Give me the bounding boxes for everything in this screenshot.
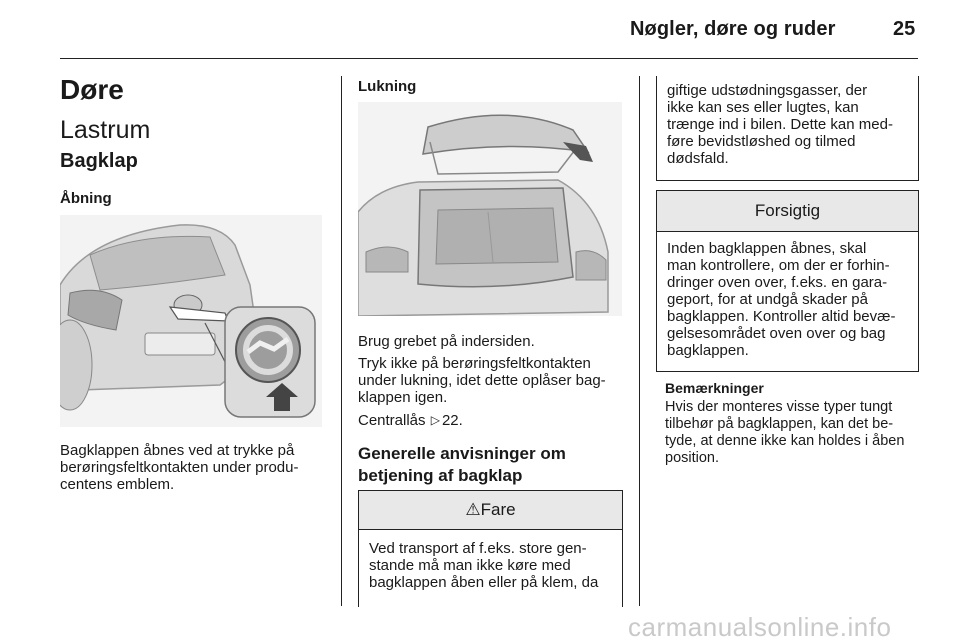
- text-line: giftige udstødningsgasser, der: [667, 82, 868, 99]
- text-line: tilbehør på bagklappen, kan det be-: [665, 416, 894, 432]
- text-line: Bagklappen åbnes ved at trykke på: [60, 442, 295, 459]
- page-number: 25: [893, 18, 916, 40]
- tailgate-closing-illustration: [358, 102, 622, 316]
- text-line: gelsesområdet oven over og bag: [667, 325, 886, 342]
- text-line: geport, for at undgå skader på: [667, 291, 868, 308]
- closing-instruction-1: Brug grebet på indersiden.: [358, 333, 535, 350]
- reference-label: Centrallås: [358, 412, 426, 429]
- caution-box: [656, 190, 919, 372]
- note-title: Bemærkninger: [665, 380, 764, 396]
- text-line: centens emblem.: [60, 476, 175, 493]
- heading-cargo: Lastrum: [60, 116, 151, 144]
- text-line: bagklappen.: [667, 342, 749, 359]
- heading-line: Generelle anvisninger om: [358, 444, 566, 463]
- text-line: man kontrollere, om der er forhin-: [667, 257, 890, 274]
- opening-instructions: [60, 442, 335, 493]
- text-line: dødsfald.: [667, 150, 729, 167]
- text-line: dringer oven over, f.eks. en gara-: [667, 274, 888, 291]
- text-line: tyde, at denne ikke kan holdes i åben: [665, 433, 905, 449]
- text-line: bagklappen åben eller på klem, da: [369, 574, 599, 591]
- danger-box-text: [359, 530, 622, 591]
- danger-box-continued: [656, 76, 919, 181]
- text-line: føre bevidstløshed og tilmed: [667, 133, 856, 150]
- heading-doors: Døre: [60, 74, 124, 105]
- heading-line: betjening af bagklap: [358, 466, 523, 485]
- text-line: Hvis der monteres visse typer tungt: [665, 399, 893, 415]
- central-lock-reference: [358, 412, 463, 429]
- page-reference-arrow-icon: ▷: [430, 413, 440, 427]
- heading-opening: Åbning: [60, 190, 112, 207]
- text-line: position.: [665, 450, 720, 466]
- text-line: berøringsfeltkontakten under produ-: [60, 459, 299, 476]
- watermark: carmanualsonline.info: [628, 612, 892, 642]
- heading-general-instructions: [358, 443, 566, 487]
- heading-closing: Lukning: [358, 78, 417, 95]
- warning-triangle-icon: ⚠: [465, 500, 481, 519]
- danger-box-continued-text: [657, 76, 918, 167]
- text-line: klappen igen.: [358, 389, 448, 406]
- text-line: under lukning, idet dette oplåser bag-: [358, 372, 606, 389]
- text-line: bagklappen. Kontroller altid bevæ-: [667, 308, 896, 325]
- heading-tailgate: Bagklap: [60, 150, 138, 172]
- text-line: ikke kan ses eller lugtes, kan: [667, 99, 859, 116]
- reference-page: 22.: [441, 412, 463, 429]
- danger-box: [358, 490, 623, 607]
- text-line: Tryk ikke på berøringsfeltkontakten: [358, 355, 591, 372]
- danger-box-title: Fare: [480, 500, 516, 519]
- note-text: [665, 399, 955, 467]
- text-line: Ved transport af f.eks. store gen-: [369, 540, 587, 557]
- caution-box-title: Forsigtig: [754, 201, 821, 220]
- text-line: stande må man ikke køre med: [369, 557, 571, 574]
- header-rule: [60, 58, 918, 59]
- danger-box-header: [359, 491, 622, 530]
- caution-box-text: [657, 232, 918, 359]
- text-line: trænge ind i bilen. Dette kan med-: [667, 116, 893, 133]
- tailgate-opening-illustration: [60, 215, 322, 427]
- closing-instruction-2: [358, 355, 633, 406]
- column-divider-right: [639, 76, 640, 606]
- running-header-title: Nøgler, døre og ruder: [630, 18, 836, 40]
- caution-box-header: [657, 191, 918, 232]
- column-divider-left: [341, 76, 342, 606]
- text-line: Inden bagklappen åbnes, skal: [667, 240, 867, 257]
